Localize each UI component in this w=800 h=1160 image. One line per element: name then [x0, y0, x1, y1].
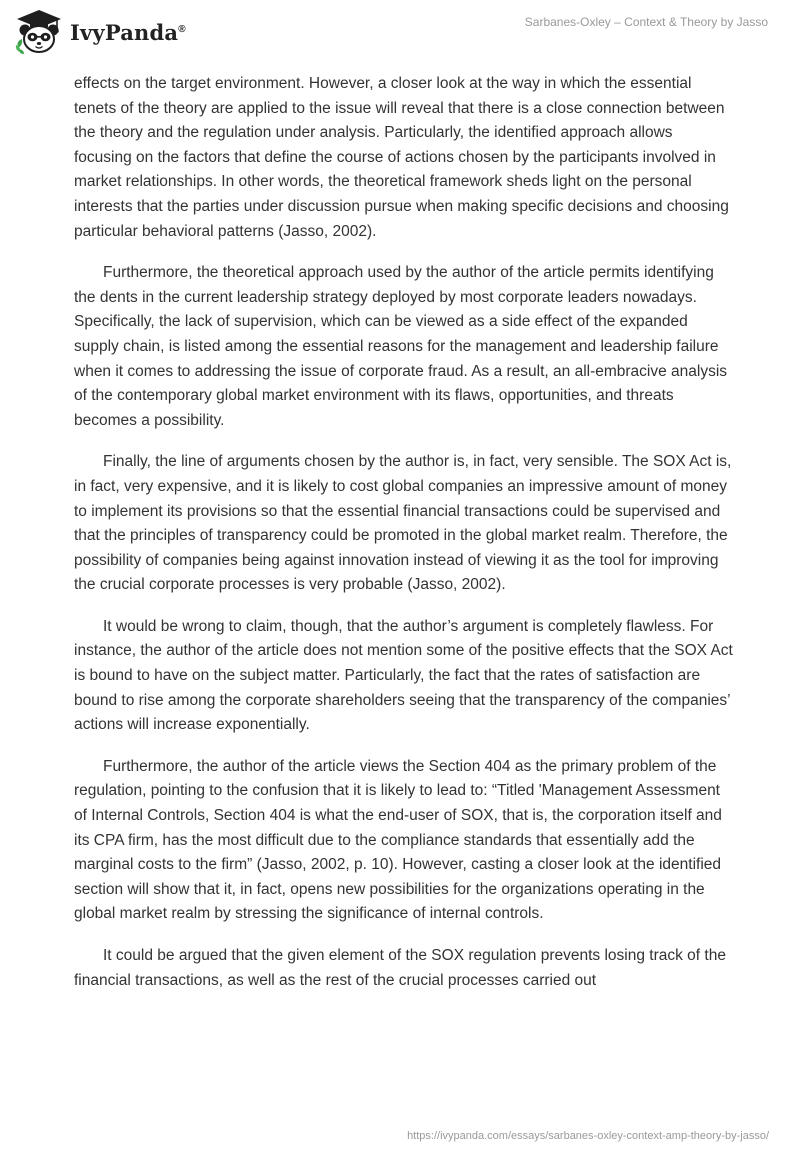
paragraph-2: Furthermore, the theoretical approach used by the author of the article permits identifying the dents in the current leadership strategy deployed by most corporate leaders nowadays. Specifically, the lack of supervision, which can be viewed as a side effect of the expanded supply chain, is listed among the essential reasons for the management and leadership failure when it comes to addressing the issue of corporate fraud. As a result, an all-embracive analysis of the contemporary global market environment with its flaws, opportunities, and threats becomes a possibility.: [74, 264, 728, 429]
paragraph-4: It would be wrong to claim, though, that the author’s argument is completely flawless. For instance, the author of the article does not mention some of the positive effects that the SOX Act is bound to have on the subject matter. Particularly, the fact that the rates of satisfaction are bound to rise among the corporate shareholders seeing that the transparency of the companies’ actions will increase exponentially.: [74, 617, 733, 734]
logo-wordmark: IvyPanda®: [70, 19, 186, 45]
paragraph-1: effects on the target environment. However, a closer look at the way in which the essential tenets of the theory are applied to the issue will reveal that there is a close connection between the theory and the regulation under analysis. Particularly, the identified approach allows focusing on the factors that define the course of actions chosen by the participants involved in market relationships. In other words, the theoretical framework sheds light on the personal interests that the parties under discussion pursue when making specific decisions and choosing particular behavioral patterns (Jasso, 2002).: [74, 75, 729, 240]
panda-graduate-icon: [14, 8, 64, 56]
page-header: [0, 0, 800, 64]
paragraph-3: Finally, the line of arguments chosen by the author is, in fact, very sensible. The SOX Act is, in fact, very expensive, and it is likely to cost global companies an impressive amount of money to implement its provisions so that the essential financial transactions could be supervised and that the principles of transparency could be promoted in the global market realm. Therefore, the possibility of companies being against innovation instead of viewing it as the tool for improving the crucial corporate processes is very probable (Jasso, 2002).: [74, 453, 732, 594]
paragraph-5: Furthermore, the author of the article views the Section 404 as the primary problem of the regulation, pointing to the confusion that it is likely to lead to: “Titled 'Management Assessment of Internal Controls, Section 404 is what the end-user of SOX, that is, the corporation itself and its CPA firm, has the most difficult due to the compliance standards that essentially add the marginal costs to the firm” (Jasso, 2002, p. 10). However, casting a closer look at the identified section will show that it, in fact, opens new possibilities for the organizations operating in the global market realm by stressing the significance of internal controls.: [74, 757, 722, 923]
paragraph-6: It could be argued that the given element of the SOX regulation prevents losing track of the financial transactions, as well as the rest of the crucial processes carried out: [74, 947, 726, 989]
ivypanda-logo[interactable]: [14, 8, 186, 56]
essay-body: [74, 72, 734, 1010]
registered-mark: ®: [178, 23, 186, 35]
source-url[interactable]: https://ivypanda.com/essays/sarbanes-oxley-context-amp-theory-by-jasso/: [407, 1130, 769, 1142]
document-title: Sarbanes-Oxley – Context & Theory by Jasso: [524, 15, 768, 29]
